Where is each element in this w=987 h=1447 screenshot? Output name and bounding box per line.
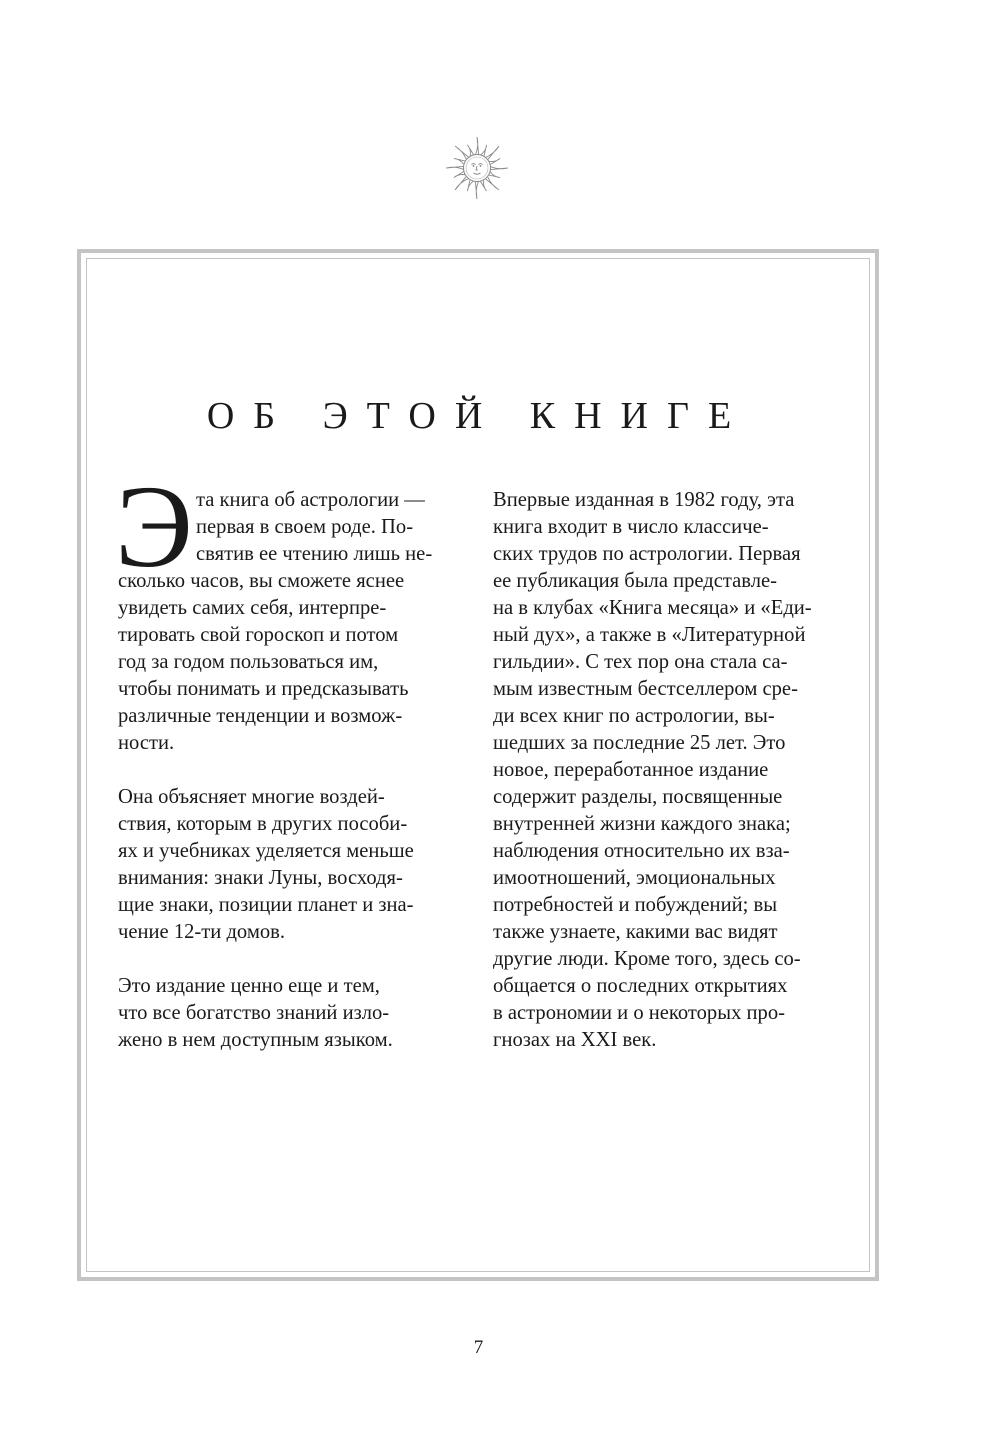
page-number: 7 bbox=[473, 1337, 484, 1358]
sun-ray bbox=[475, 181, 478, 199]
text-line: ный дух», а также в «Литературной bbox=[493, 624, 806, 646]
text-line: гильдии». С тех пор она стала са- bbox=[493, 651, 788, 673]
sun-ray bbox=[455, 146, 469, 160]
text-line: тировать свой гороскоп и потом bbox=[118, 624, 399, 646]
drop-cap: Э bbox=[115, 461, 193, 592]
text-line: чение 12-ти домов. bbox=[118, 921, 286, 943]
sun-ray bbox=[475, 137, 478, 155]
paragraph-1 bbox=[118, 487, 468, 757]
text-line: гнозах на XXI век. bbox=[493, 1029, 657, 1051]
right-column bbox=[493, 487, 843, 1054]
paragraph-4 bbox=[493, 487, 843, 1054]
text-line: Это издание ценно еще и тем, bbox=[118, 975, 380, 997]
text-line: ди всех книг по астрологии, вы- bbox=[493, 705, 775, 727]
text-line: мым известным бестселлером сре- bbox=[493, 678, 798, 700]
paragraph-spacer bbox=[118, 757, 468, 784]
text-line: сколько часов, вы сможете яснее bbox=[118, 570, 405, 592]
paragraph-spacer bbox=[118, 946, 468, 973]
text-line: внимания: знаки Луны, восходя- bbox=[118, 867, 403, 889]
text-line: другие люди. Кроме того, здесь со- bbox=[493, 948, 801, 970]
text-line: год за годом пользоваться им, bbox=[118, 651, 379, 673]
text-line: увидеть самих себя, интерпре- bbox=[118, 597, 387, 619]
text-line: та книга об астрологии — bbox=[196, 489, 425, 511]
paragraph-3 bbox=[118, 973, 468, 1054]
text-line: ствия, которым в других пособи- bbox=[118, 813, 408, 835]
text-line: жено в нем доступным языком. bbox=[118, 1029, 393, 1051]
text-line: наблюдения относительно их вза- bbox=[493, 840, 790, 862]
sun-ray bbox=[446, 166, 464, 169]
text-line: первая в своем роде. По- bbox=[196, 516, 414, 538]
text-line: щие знаки, позиции планет и зна- bbox=[118, 894, 414, 916]
sun-ray bbox=[455, 176, 469, 190]
text-line: различные тенденции и возмож- bbox=[118, 705, 403, 727]
text-line: на в клубах «Книга месяца» и «Еди- bbox=[493, 597, 812, 619]
text-line: Она объясняет многие воздей- bbox=[118, 786, 385, 808]
text-line: общается о последних открытиях bbox=[493, 975, 788, 997]
text-line: ее публикация была представле- bbox=[493, 570, 778, 592]
text-line: ности. bbox=[118, 732, 175, 754]
text-line: что все богатство знаний изло- bbox=[118, 1002, 390, 1024]
text-line: чтобы понимать и предсказывать bbox=[118, 678, 409, 700]
text-line: в астрономии и о некоторых про- bbox=[493, 1002, 785, 1024]
text-line: потребностей и побуждений; вы bbox=[493, 894, 778, 916]
sun-ray bbox=[485, 176, 499, 190]
paragraph-2 bbox=[118, 784, 468, 946]
text-line: имоотношений, эмоциональных bbox=[493, 867, 776, 889]
text-line: книга входит в число классиче- bbox=[493, 516, 769, 538]
text-line: внутренней жизни каждого знака; bbox=[493, 813, 791, 835]
page-title: ОБ ЭТОЙ КНИГЕ bbox=[206, 395, 751, 437]
text-line: Впервые изданная в 1982 году, эта bbox=[493, 489, 795, 511]
sun-ray bbox=[490, 166, 508, 169]
text-line: шедших за последние 25 лет. Это bbox=[493, 732, 786, 754]
text-line: также узнаете, какими вас видят bbox=[493, 921, 778, 943]
text-line: новое, переработанное издание bbox=[493, 759, 769, 781]
text-line: содержит разделы, посвященные bbox=[493, 786, 783, 808]
text-line: ских трудов по астрологии. Первая bbox=[493, 543, 801, 565]
left-column bbox=[118, 487, 468, 1054]
text-line: ях и учебниках уделяется меньше bbox=[118, 840, 414, 862]
text-line: святив ее чтению лишь не- bbox=[196, 543, 433, 565]
sun-ray bbox=[485, 146, 499, 160]
sun-face-icon bbox=[445, 136, 509, 200]
